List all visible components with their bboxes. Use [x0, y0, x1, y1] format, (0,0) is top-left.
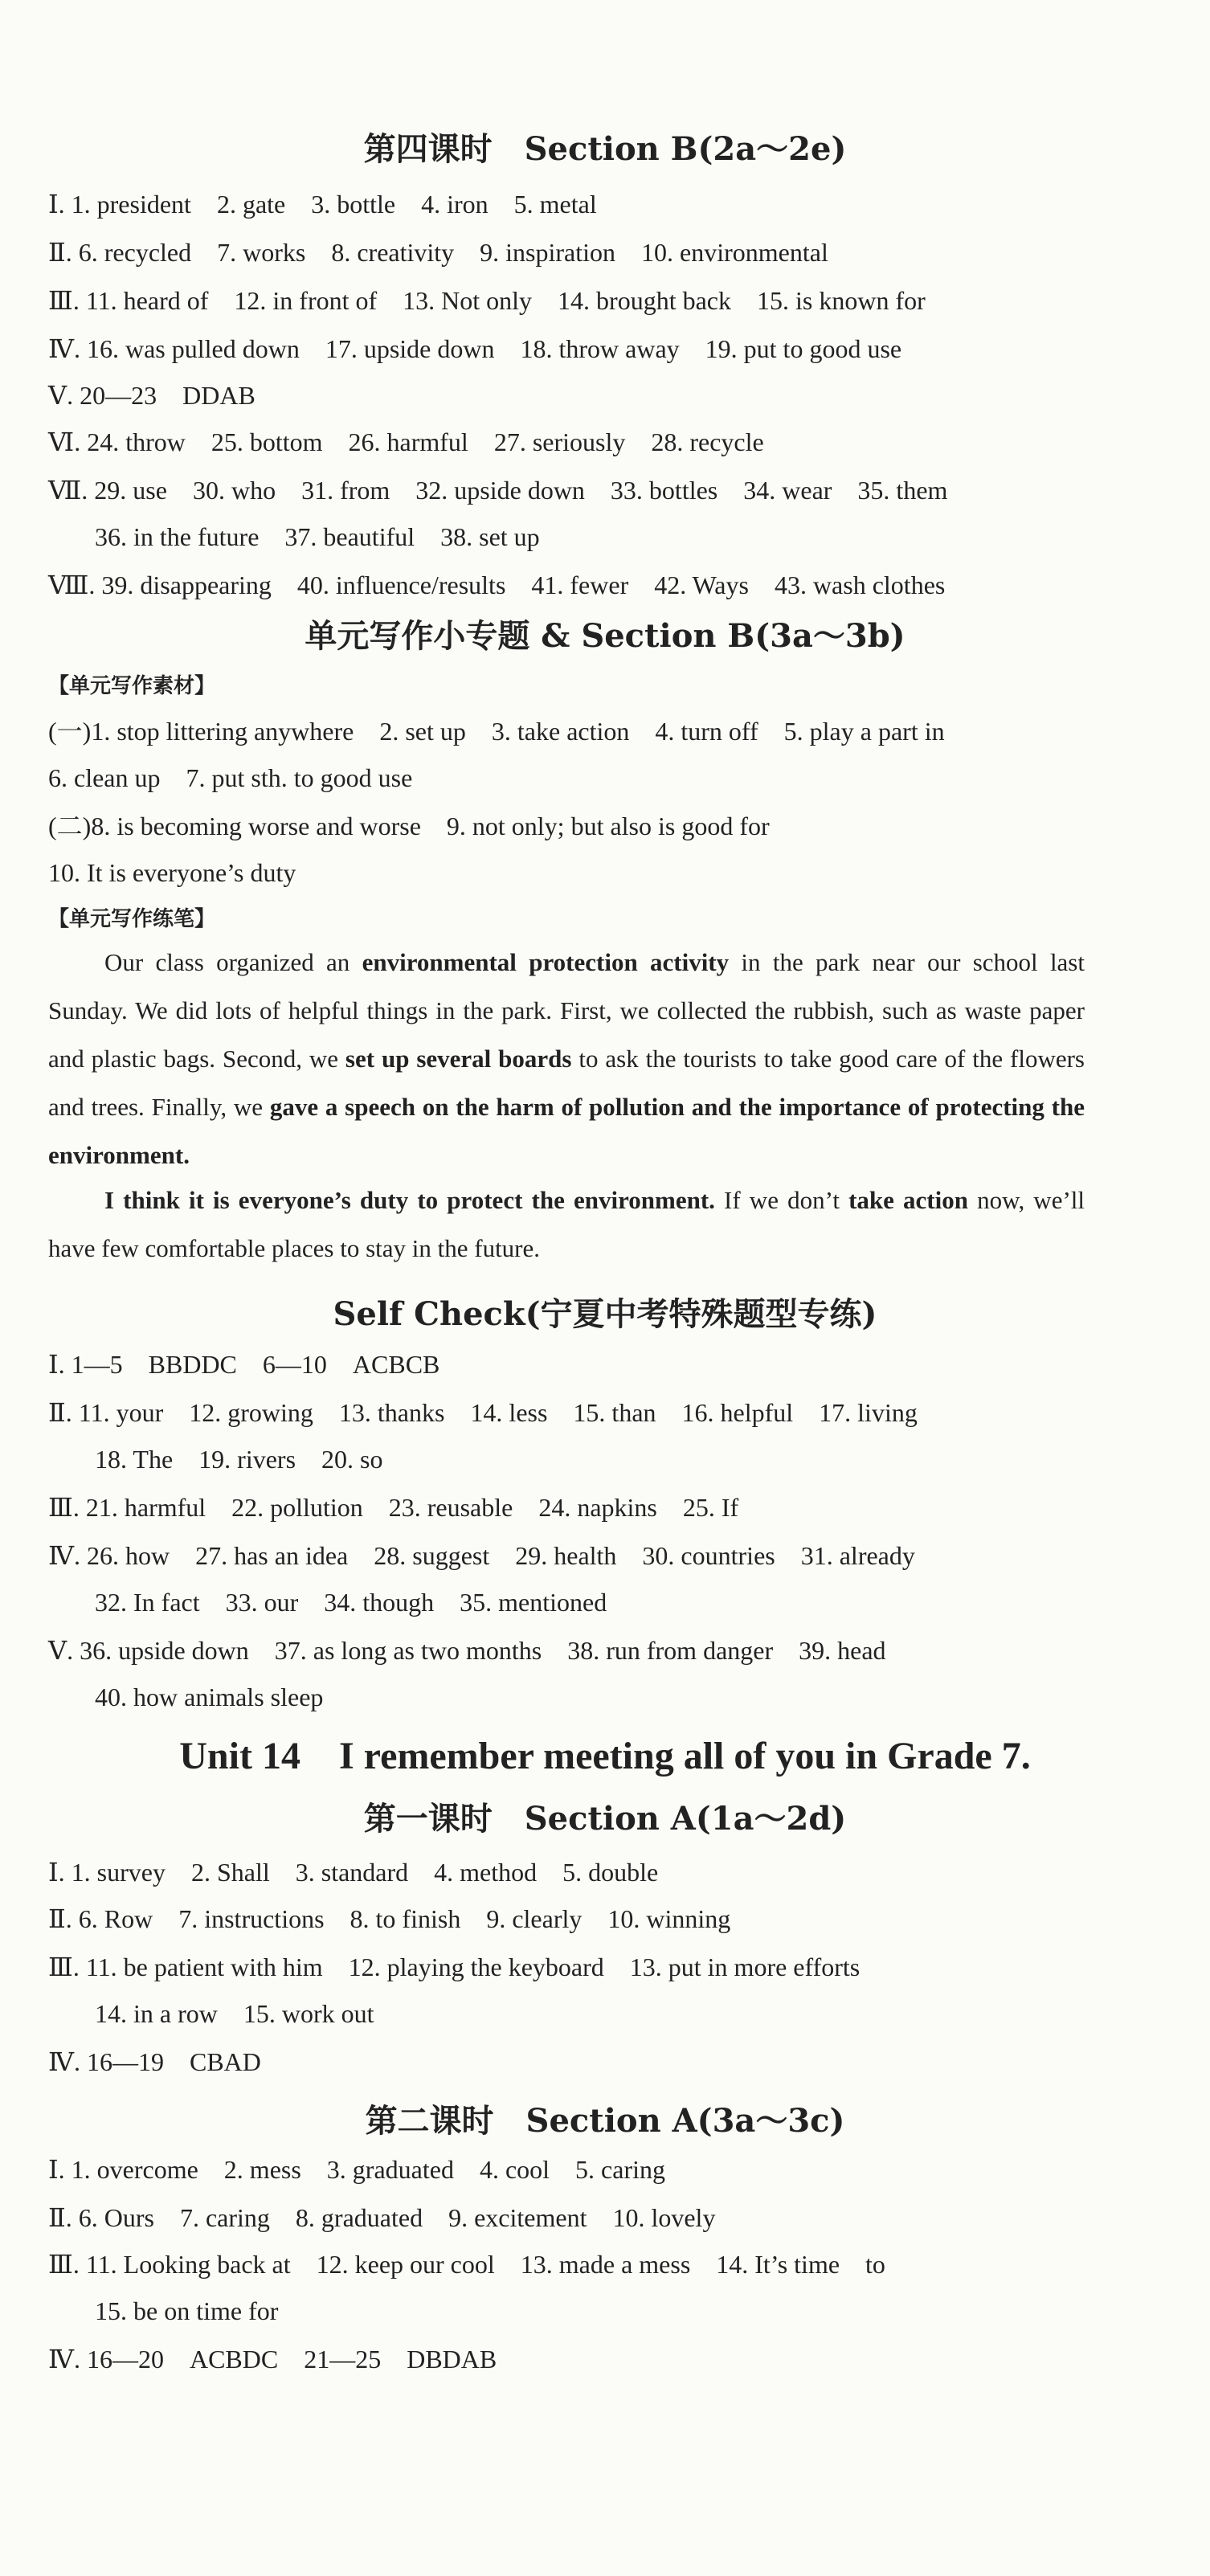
answer-line: 36. in the future 37. beautiful 38. set up [95, 522, 540, 551]
writing-heading: 单元写作小专题 & Section B(3a～3b) [305, 617, 905, 655]
writing-practice-label: 【单元写作练笔】 [48, 907, 216, 931]
answer-line: Ⅲ. 11. Looking back at 12. keep our cool 13. made a mess 14. It’s time to [48, 2250, 885, 2279]
answer-line: 32. In fact 33. our 34. though 35. mentioned [95, 1588, 607, 1617]
essay-text: in the park near our school last Sunday. We did lots of helpful things in the park. First, we collected the rubbish, such as waste paper and plastic bags. Second, we [48, 948, 1085, 1073]
material-line: 10. It is everyone’s duty [48, 858, 296, 887]
essay-paragraph-1 [48, 938, 1085, 1180]
answer-line: Ⅱ. 6. Ours 7. caring 8. graduated 9. excitement 10. lovely [48, 2203, 716, 2232]
unit-14-title: Unit 14 I remember meeting all of you in Grade 7. [179, 1735, 1031, 1777]
essay-bold: set up several boards [345, 1045, 572, 1073]
self-check-heading: Self Check(宁夏中考特殊题型专练) [333, 1295, 877, 1333]
answer-line: Ⅴ. 36. upside down 37. as long as two months 38. run from danger 39. head [48, 1636, 886, 1665]
answer-line: Ⅳ. 16. was pulled down 17. upside down 18. throw away 19. put to good use [48, 334, 902, 363]
writing-material-label: 【单元写作素材】 [48, 674, 216, 698]
answer-line: 15. be on time for [95, 2296, 279, 2325]
essay-bold: environmental protection activity [362, 948, 730, 976]
essay-text: now, we’ll have few comfortable places to stay in the future. [48, 1186, 1085, 1262]
material-line: (二)8. is becoming worse and worse 9. not only; but also is good for [48, 812, 770, 840]
answer-line: Ⅰ. 1. overcome 2. mess 3. graduated 4. cool 5. caring [48, 2155, 666, 2184]
answer-line: 40. how animals sleep [95, 1683, 324, 1711]
essay-paragraph-2 [48, 1176, 1085, 1273]
lesson-2-heading: 第二课时 Section A(3a～3c) [365, 2102, 845, 2140]
essay-text: If we don’t [714, 1186, 849, 1214]
answer-line: Ⅲ. 21. harmful 22. pollution 23. reusable 24. napkins 25. If [48, 1493, 739, 1522]
answer-line: Ⅳ. 16—20 ACBDC 21—25 DBDAB [48, 2345, 497, 2374]
answer-line: Ⅴ. 20—23 DDAB [48, 381, 255, 410]
section-b-2-heading: 第四课时 Section B(2a～2e) [363, 130, 847, 168]
answer-line: 14. in a row 15. work out [95, 1999, 374, 2028]
answer-line: Ⅰ. 1—5 BBDDC 6—10 ACBCB [48, 1350, 440, 1379]
answer-line: Ⅱ. 11. your 12. growing 13. thanks 14. less 15. than 16. helpful 17. living [48, 1398, 918, 1427]
answer-line: Ⅲ. 11. heard of 12. in front of 13. Not only 14. brought back 15. is known for [48, 286, 926, 315]
essay-text: to ask the tourists to take good care of the flowers and trees. Finally, we [48, 1045, 1085, 1121]
answer-line: Ⅱ. 6. Row 7. instructions 8. to finish 9. clearly 10. winning [48, 1904, 731, 1933]
answer-line: Ⅳ. 16—19 CBAD [48, 2047, 261, 2076]
answer-line: Ⅱ. 6. recycled 7. works 8. creativity 9. inspiration 10. environmental [48, 238, 828, 267]
essay-bold: I think it is everyone’s duty to protect the environment. [104, 1186, 715, 1214]
answer-line: Ⅰ. 1. president 2. gate 3. bottle 4. iron 5. metal [48, 190, 597, 219]
material-line: (一)1. stop littering anywhere 2. set up 3. take action 4. turn off 5. play a part in [48, 717, 945, 746]
essay-bold: take action [848, 1186, 968, 1214]
answer-line: Ⅰ. 1. survey 2. Shall 3. standard 4. method 5. double [48, 1858, 659, 1887]
answer-line: Ⅳ. 26. how 27. has an idea 28. suggest 29. health 30. countries 31. already [48, 1541, 915, 1570]
answer-line: Ⅷ. 39. disappearing 40. influence/results 41. fewer 42. Ways 43. wash clothes [48, 570, 946, 599]
lesson-1-heading: 第一课时 Section A(1a～2d) [363, 1800, 847, 1838]
answer-line: 18. The 19. rivers 20. so [95, 1445, 383, 1474]
essay-bold: gave a speech on the harm of pollution and the importance of protecting the environment. [48, 1093, 1085, 1169]
answer-line: Ⅵ. 24. throw 25. bottom 26. harmful 27. seriously 28. recycle [48, 427, 764, 456]
material-line: 6. clean up 7. put sth. to good use [48, 763, 413, 792]
answer-line: Ⅶ. 29. use 30. who 31. from 32. upside down 33. bottles 34. wear 35. them [48, 476, 948, 505]
answer-line: Ⅲ. 11. be patient with him 12. playing the keyboard 13. put in more efforts [48, 1952, 860, 1981]
essay-text: Our class organized an [104, 948, 362, 976]
